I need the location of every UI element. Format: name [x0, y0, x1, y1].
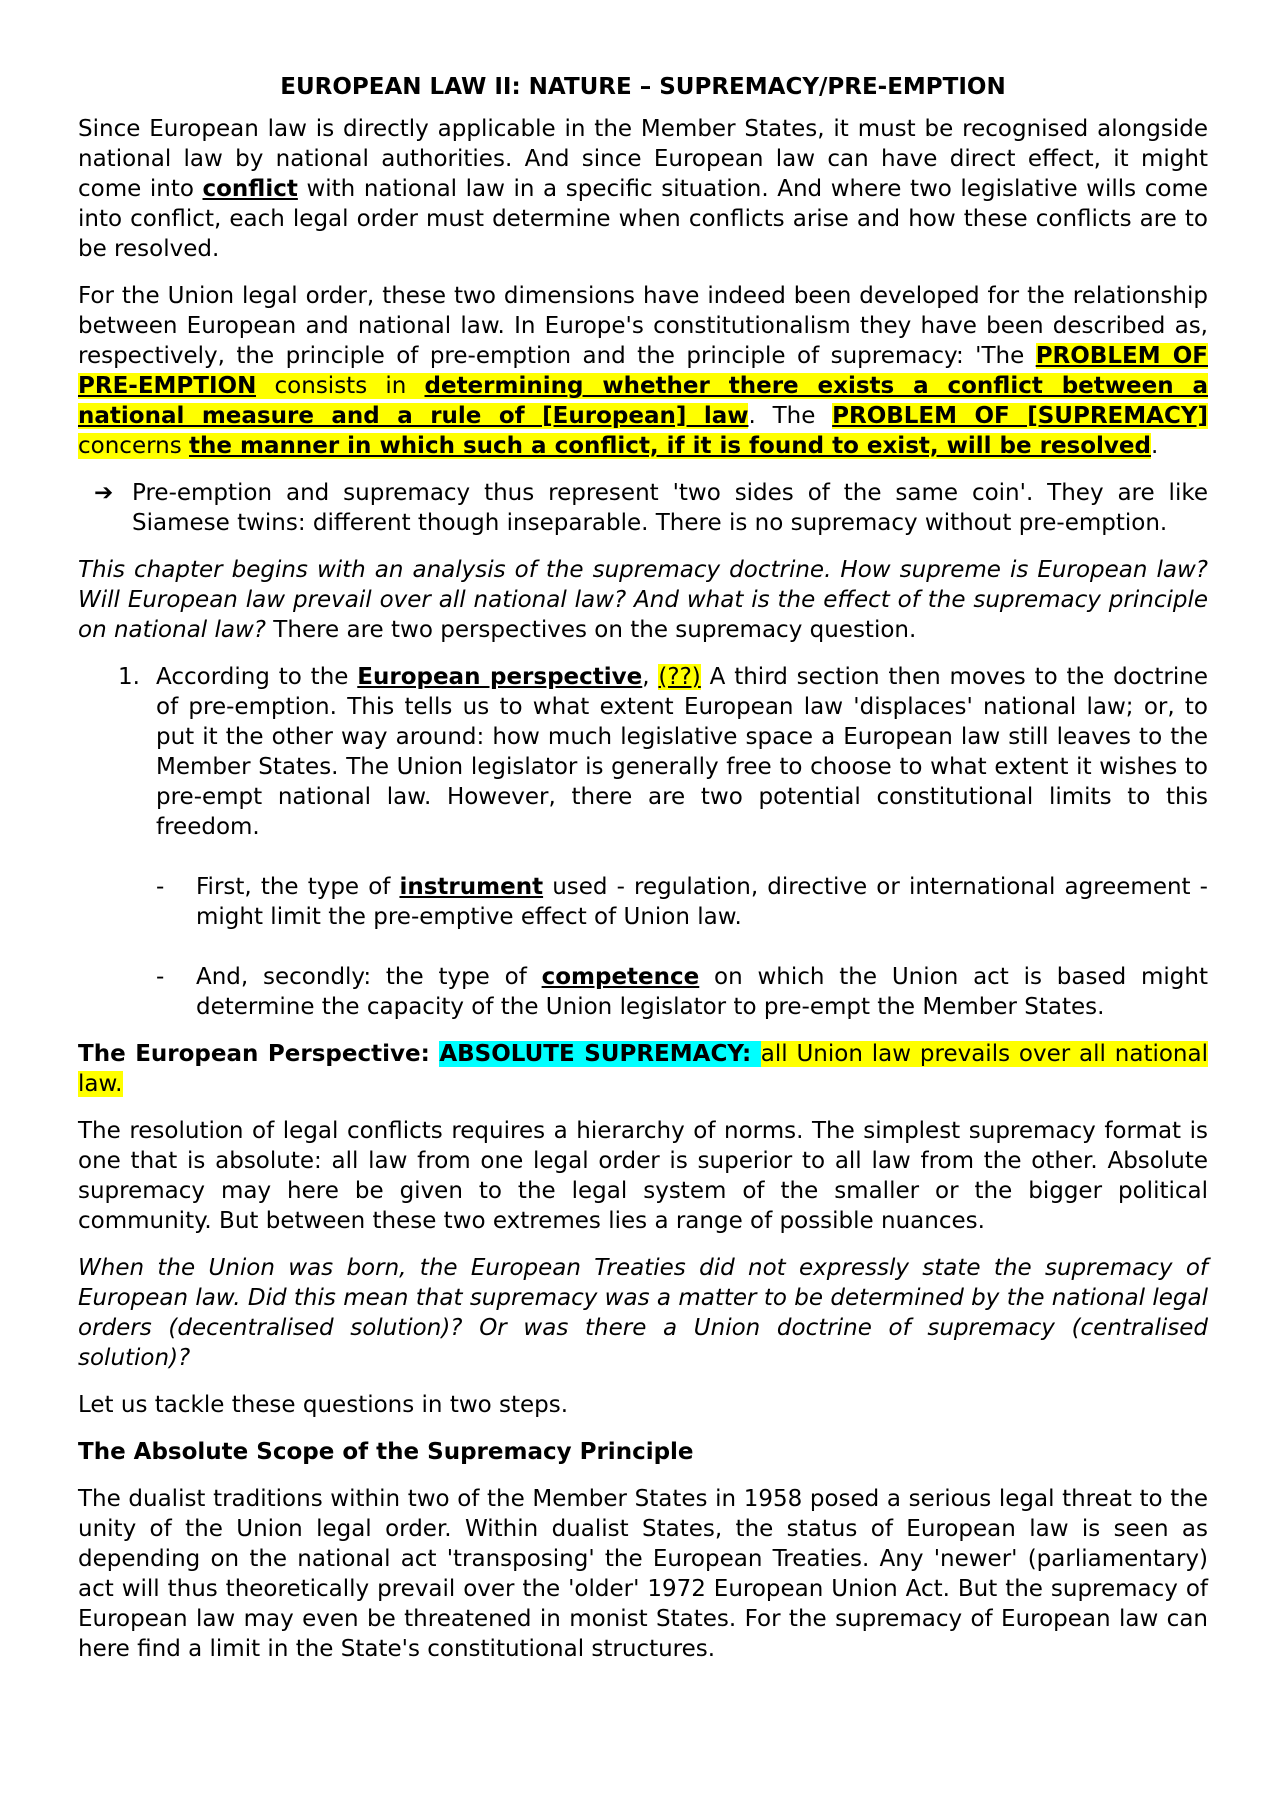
text-run: with national law in a specific situation. And where two legislative wills come into conflict, each legal order must determine when conflicts arise and how these conflicts are to be resolved. — [78, 176, 1208, 262]
dash-list-item-competence — [156, 962, 1208, 1022]
term-european-perspective: European perspective — [357, 664, 643, 690]
section-heading-european-perspective — [78, 1039, 1208, 1099]
arrow-right-icon: ➔ — [94, 480, 114, 506]
highlight-problem-of-supremacy: PROBLEM OF [SUPREMACY] — [832, 403, 1208, 429]
highlight-text: concerns — [78, 433, 190, 459]
heading-text: The European Perspective: — [78, 1041, 440, 1067]
text-run: . — [1150, 433, 1159, 459]
text-run: used - regulation, directive or international agreement - might limit the pre-emptive effect of Union law. — [196, 874, 1208, 930]
text-run: Since European law is directly applicable in the Member States, it must be recognised alongside national law by national authorities. And since European law can have direct effect, it might come into — [78, 116, 1208, 202]
highlight-problem-of-pre-emption: PROBLEM OF PRE-EMPTION — [78, 343, 1208, 399]
text-run: First, the type of — [196, 874, 400, 900]
highlight-conflict-definition: determining whether there exists a conflict between a national measure and a rule of [European] law — [78, 373, 1208, 429]
dash-item-text — [196, 872, 1208, 932]
arrow-bullet-text: Pre-emption and supremacy thus represent 'two sides of the same coin'. They are like Siamese twins: different though inseparable. There is no supremacy without pre-emption. — [132, 480, 1208, 536]
paragraph-union-legal-order — [78, 281, 1208, 461]
text-run: on which the Union act is based might determine the capacity of the Union legislator to pre-empt the Member States. — [196, 964, 1208, 1020]
text-run: For the Union legal order, these two dimensions have indeed been developed for the relationship between European and national law. In Europe's constitutionalism they have been described as, respectively, the principle of pre-emption and the principle of supremacy: 'The — [78, 283, 1208, 369]
paragraph-intro — [78, 114, 1208, 264]
highlight-all-union-law: all Union law prevails over all national law. — [78, 1041, 1208, 1097]
paragraph-two-steps: Let us tackle these questions in two steps. — [78, 1392, 569, 1418]
paragraph-chapter-overview — [78, 555, 1208, 645]
highlight-text: consists in — [256, 373, 425, 399]
italic-text: This chapter begins with an analysis of the supremacy doctrine. How supreme is European law? Will European law prevail over all national law? And what is the effect of the supremacy principle on national law? — [78, 557, 1208, 643]
dash-bullet: - — [156, 964, 165, 990]
highlight-absolute-supremacy: ABSOLUTE SUPREMACY: — [439, 1041, 761, 1067]
text-run: . The — [748, 403, 833, 429]
paragraph-dualist-traditions: The dualist traditions within two of the Member States in 1958 posed a serious legal threat to the unity of the Union legal order. Within dualist States, the status of European law is seen as depending on the national act 'transposing' the European Treaties. Any 'newer' (parliamentary) act will thus theoretically prevail over the 'older' 1972 European Union Act. But the supremacy of European law may even be threatened in monist States. For the supremacy of European law can here find a limit in the State's constitutional structures. — [78, 1486, 1208, 1662]
dash-list-item-instrument — [156, 872, 1208, 932]
text-run: According to the — [156, 664, 358, 690]
dash-item-text — [196, 962, 1208, 1022]
term-competence: competence — [541, 964, 700, 990]
section-heading-absolute-scope: The Absolute Scope of the Supremacy Principle — [78, 1439, 694, 1465]
text-run: , — [642, 664, 659, 690]
dash-bullet: - — [156, 874, 165, 900]
document-title: EUROPEAN LAW II: NATURE – SUPREMACY/PRE-EMPTION — [280, 74, 1006, 100]
text-run: And, secondly: the type of — [196, 964, 542, 990]
list-item-text — [156, 662, 1208, 842]
numbered-list-item — [78, 662, 1208, 842]
text-run: A third section then moves to the doctrine of pre-emption. This tells us to what extent European law 'displaces' national law; or, to put it the other way around: how much legislative space a European law still leaves to the Member States. The Union legislator is generally free to choose to what extent it wishes to pre-empt national law. However, there are two potential constitutional limits to this freedom. — [156, 664, 1209, 840]
arrow-bullet-item — [78, 478, 1208, 538]
document-page — [78, 72, 1208, 1681]
highlight-question-marks: (??) — [658, 664, 701, 690]
term-instrument: instrument — [399, 874, 544, 900]
term-conflict: conflict — [202, 176, 298, 202]
text-run: There are two perspectives on the supremacy question. — [266, 617, 917, 643]
highlight-resolution-definition: the manner in which such a conflict, if it is found to exist, will be resolved — [189, 433, 1151, 459]
paragraph-union-born: When the Union was born, the European Treaties did not expressly state the supremacy of European law. Did this mean that supremacy was a matter to be determined by the national legal orders (decentralised solution)? Or was there a Union doctrine of supremacy (centralised solution)? — [78, 1255, 1208, 1371]
paragraph-hierarchy-of-norms: The resolution of legal conflicts requires a hierarchy of norms. The simplest supremacy format is one that is absolute: all law from one legal order is superior to all law from the other. Absolute supremacy may here be given to the legal system of the smaller or the bigger political community. But between these two extremes lies a range of possible nuances. — [78, 1118, 1208, 1234]
list-number: 1. — [118, 664, 140, 690]
